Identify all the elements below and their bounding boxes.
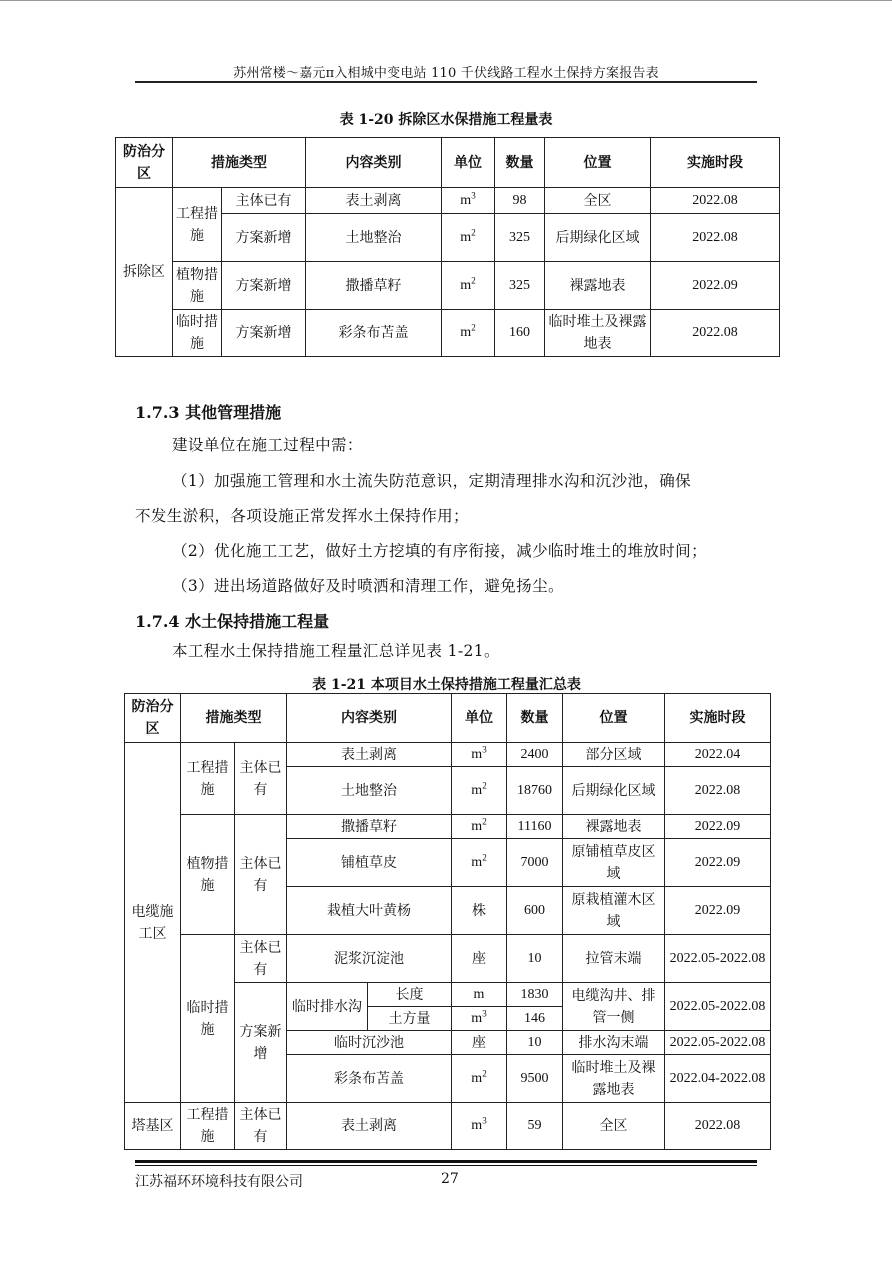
content-cell: 土地整治 [306,214,442,262]
qty-cell: 11160 [507,815,563,839]
unit-cell: $m^2$ [452,839,507,887]
content-cell: 撒播草籽 [306,262,442,310]
content-cell: 表土剥离 [287,1103,452,1150]
table-header-row [125,694,771,743]
loc-cell: 全区 [563,1103,665,1150]
loc-cell: 电缆沟井、排管一侧 [563,983,665,1031]
qty-cell: 2400 [507,743,563,767]
sub-cell: 主体已有 [222,188,306,214]
qty-cell: 9500 [507,1055,563,1103]
sub-cell: 主体已有 [235,815,287,935]
qty-cell: 18760 [507,767,563,815]
qty-cell: 1830 [507,983,563,1007]
period-cell: 2022.08 [665,1103,771,1150]
header-content: 内容类别 [287,694,452,743]
unit-cell: $m^2$ [442,310,495,357]
paragraph: （2）优化施工工艺，做好土方挖填的有序衔接，减少临时堆土的堆放时间； [172,542,707,560]
loc-cell: 裸露地表 [545,262,651,310]
sub-cell: 方案新增 [222,214,306,262]
loc-cell: 排水沟末端 [563,1031,665,1055]
paragraph: 不发生淤积，各项设施正常发挥水土保持作用； [135,507,469,525]
header-zone: 防治分区 [116,138,173,188]
header-qty: 数量 [507,694,563,743]
content-cell: 彩条布苫盖 [287,1055,452,1103]
group-cell: 植物措施 [181,815,235,935]
unit-cell: $m^3$ [452,1007,507,1031]
loc-cell: 全区 [545,188,651,214]
ditch-len-label: 长度 [368,983,452,1007]
zone-cell: 拆除区 [116,188,173,357]
table-1-20 [115,137,780,357]
sub-cell: 主体已有 [235,935,287,983]
header-rule [135,81,757,83]
sub-cell: 方案新增 [222,310,306,357]
header-content: 内容类别 [306,138,442,188]
qty-cell: 98 [495,188,545,214]
loc-cell: 后期绿化区域 [563,767,665,815]
content-cell: 泥浆沉淀池 [287,935,452,983]
unit-cell: 座 [452,935,507,983]
unit-cell: $m^3$ [452,743,507,767]
content-cell: 临时沉沙池 [287,1031,452,1055]
table-header-row [116,138,780,188]
unit-cell: $m^3$ [452,1103,507,1150]
content-cell: 表土剥离 [287,743,452,767]
paragraph: 本工程水土保持措施工程量汇总详见表 1-21。 [172,642,500,660]
content-cell: 土地整治 [287,767,452,815]
ditch-name-cell: 临时排水沟 [287,983,368,1031]
page-number: 27 [441,1171,459,1187]
loc-cell: 临时堆土及裸露地表 [563,1055,665,1103]
content-cell: 彩条布苫盖 [306,310,442,357]
period-cell: 2022.09 [665,815,771,839]
period-cell: 2022.05-2022.08 [665,935,771,983]
unit-cell: 座 [452,1031,507,1055]
footer-company: 江苏福环环境科技有限公司 [135,1174,303,1190]
unit-cell: m [452,983,507,1007]
qty-cell: 10 [507,935,563,983]
header-loc: 位置 [563,694,665,743]
content-cell: 表土剥离 [306,188,442,214]
loc-cell: 临时堆土及裸露地表 [545,310,651,357]
ditch-vol-label: 土方量 [368,1007,452,1031]
content-cell: 栽植大叶黄杨 [287,887,452,935]
table-row [116,188,780,214]
footer-rule [135,1160,757,1163]
header-period: 实施时段 [665,694,771,743]
zone-cell: 塔基区 [125,1103,181,1150]
loc-cell: 裸露地表 [563,815,665,839]
period-cell: 2022.09 [651,262,780,310]
table-1-20-caption: 表 1-20 拆除区水保措施工程量表 [339,112,553,128]
sub-cell: 主体已有 [235,743,287,815]
paragraph: 建设单位在施工过程中需： [172,436,363,454]
unit-cell: 株 [452,887,507,935]
period-cell: 2022.04 [665,743,771,767]
zone-cell: 电缆施工区 [125,743,181,1103]
period-cell: 2022.04-2022.08 [665,1055,771,1103]
loc-cell: 后期绿化区域 [545,214,651,262]
period-cell: 2022.05-2022.08 [665,1031,771,1055]
qty-cell: 10 [507,1031,563,1055]
header-type: 措施类型 [181,694,287,743]
period-cell: 2022.08 [651,188,780,214]
header-unit: 单位 [452,694,507,743]
table-row [125,935,771,983]
qty-cell: 325 [495,214,545,262]
footer-rule [135,1165,757,1166]
table-row [116,310,780,357]
group-cell: 临时措施 [173,310,222,357]
qty-cell: 59 [507,1103,563,1150]
group-cell: 工程措施 [173,188,222,262]
header-type: 措施类型 [173,138,306,188]
period-cell: 2022.08 [651,214,780,262]
group-cell: 临时措施 [181,935,235,1103]
paragraph: （1）加强施工管理和水土流失防范意识，定期清理排水沟和沉沙池，确保 [172,472,692,490]
unit-cell: $m^2$ [452,1055,507,1103]
loc-cell: 原铺植草皮区域 [563,839,665,887]
unit-cell: $m^2$ [452,815,507,839]
unit-cell: $m^2$ [452,767,507,815]
group-cell: 植物措施 [173,262,222,310]
content-cell: 铺植草皮 [287,839,452,887]
loc-cell: 原栽植灌木区域 [563,887,665,935]
content-cell: 撒播草籽 [287,815,452,839]
period-cell: 2022.08 [651,310,780,357]
loc-cell: 部分区域 [563,743,665,767]
table-1-21-caption: 表 1-21 本项目水土保持措施工程量汇总表 [312,677,581,693]
top-border [0,0,892,1]
header-unit: 单位 [442,138,495,188]
table-row [125,1103,771,1150]
header-qty: 数量 [495,138,545,188]
loc-cell: 拉管末端 [563,935,665,983]
table-row [116,262,780,310]
header-zone: 防治分区 [125,694,181,743]
sub-cell: 主体已有 [235,1103,287,1150]
unit-cell: $m^2$ [442,214,495,262]
section-heading-1-7-4: 1.7.4 水土保持措施工程量 [135,612,330,631]
table-row [125,815,771,839]
header-period: 实施时段 [651,138,780,188]
period-cell: 2022.09 [665,839,771,887]
running-header: 苏州常楼～嘉元π入相城中变电站 110 千伏线路工程水土保持方案报告表 [233,66,659,81]
section-heading-1-7-3: 1.7.3 其他管理措施 [135,403,282,422]
sub-cell: 方案新增 [222,262,306,310]
unit-cell: $m^3$ [442,188,495,214]
unit-cell: $m^2$ [442,262,495,310]
qty-cell: 325 [495,262,545,310]
sub-cell: 方案新增 [235,983,287,1103]
period-cell: 2022.05-2022.08 [665,983,771,1031]
table-1-21 [124,693,771,1150]
header-loc: 位置 [545,138,651,188]
paragraph: （3）进出场道路做好及时喷洒和清理工作，避免扬尘。 [172,577,564,595]
group-cell: 工程措施 [181,743,235,815]
qty-cell: 600 [507,887,563,935]
qty-cell: 7000 [507,839,563,887]
qty-cell: 160 [495,310,545,357]
period-cell: 2022.09 [665,887,771,935]
period-cell: 2022.08 [665,767,771,815]
group-cell: 工程措施 [181,1103,235,1150]
qty-cell: 146 [507,1007,563,1031]
table-row [125,743,771,767]
